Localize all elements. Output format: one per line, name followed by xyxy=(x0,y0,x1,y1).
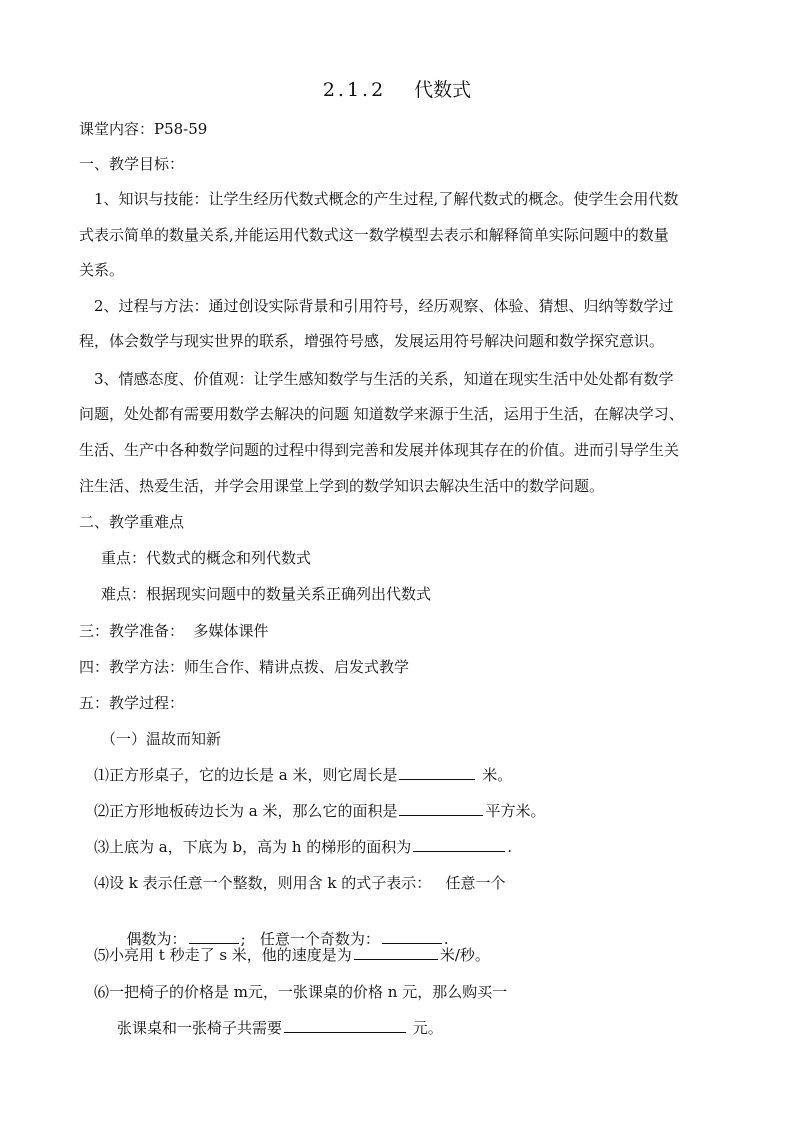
goal1-line1: 1、知识与技能：让学生经历代数式概念的产生过程,了解代数式的概念。使学生会用代数 xyxy=(94,190,679,208)
goals-heading: 一、教学目标： xyxy=(79,155,185,173)
q4-even-label: 偶数为： xyxy=(126,930,187,948)
q3-answer-blank[interactable] xyxy=(413,837,505,852)
goal3-line3: 生活、生产中各种数学问题的过程中得到完善和发展并体现其存在的价值。进而引导学生关 xyxy=(79,441,680,459)
question-2 xyxy=(94,801,546,821)
goal2-line2: 程，体会数学与现实世界的联系，增强符号感，发展运用符号解决问题和数学探究意识。 xyxy=(79,332,665,350)
question-4-line2 xyxy=(117,909,449,949)
key-point: 重点：代数式的概念和列代数式 xyxy=(101,549,312,567)
q5-text: ⑸小亮用 t 秒走了 s 米，他的速度是为 xyxy=(94,946,352,964)
q4-separator: ; 任意一个奇数为： xyxy=(240,930,380,948)
question-5 xyxy=(94,945,490,965)
goal1-line3: 关系。 xyxy=(79,261,125,279)
q2-text: ⑵正方形地板砖边长为 a 米，那么它的面积是 xyxy=(94,802,398,820)
goal3-line2: 问题，处处都有需要用数学去解决的问题 知道数学来源于生活，运用于生活，在解决学习、 xyxy=(79,405,684,423)
q1-text: ⑴正方形桌子，它的边长是 a 米，则它周长是 xyxy=(94,766,398,784)
q5-unit: 米/秒。 xyxy=(439,946,490,964)
q5-answer-blank[interactable] xyxy=(354,945,438,960)
goal3-line4: 注生活、热爱生活，并学会用课堂上学到的数学知识去解决生活中的数学问题。 xyxy=(79,477,605,495)
q4-odd-blank[interactable] xyxy=(382,929,442,944)
page-title xyxy=(0,78,794,102)
question-3 xyxy=(94,837,512,857)
goal1-line2: 式表示简单的数量关系,并能运用代数式这一数学模型去表示和解释简单实际问题中的数量 xyxy=(79,226,669,244)
difficulty-heading: 二、教学重难点 xyxy=(79,513,185,531)
q4-end: . xyxy=(443,930,449,948)
title-text: 代数式 xyxy=(414,79,472,101)
q6-unit: 元。 xyxy=(408,1019,443,1037)
class-content: 课堂内容：P58-59 xyxy=(79,120,208,138)
question-1 xyxy=(94,765,512,785)
review-heading: （一）温故而知新 xyxy=(101,730,222,748)
q2-unit: 平方米。 xyxy=(485,802,546,820)
q6-text: 张课桌和一张椅子共需要 xyxy=(117,1019,283,1037)
hard-point: 难点：根据现实问题中的数量关系正确列出代数式 xyxy=(101,585,432,603)
q2-answer-blank[interactable] xyxy=(399,801,483,816)
q1-unit: 米。 xyxy=(477,766,513,784)
section-number: 2.1.2 xyxy=(322,79,387,101)
q1-answer-blank[interactable] xyxy=(399,765,475,780)
question-6-line1: ⑹一把椅子的价格是 m元，一张课桌的价格 n 元，那么购买一 xyxy=(94,983,508,1001)
method-line: 四：教学方法：师生合作、精讲点拨、启发式教学 xyxy=(79,658,410,676)
question-6-line2 xyxy=(117,1018,443,1038)
process-heading: 五：教学过程： xyxy=(79,694,185,712)
goal3-line1: 3、情感态度、价值观：让学生感知数学与生活的关系，知道在现实生活中处处都有数学 xyxy=(94,370,674,388)
q4-even-blank[interactable] xyxy=(189,929,239,944)
question-4-line1: ⑷设 k 表示任意一个整数，则用含 k 的式子表示： 任意一个 xyxy=(94,874,506,892)
q3-text: ⑶上底为 a，下底为 b，高为 h 的梯形的面积为 xyxy=(94,838,412,856)
q3-end: . xyxy=(507,838,513,856)
prep-line: 三：教学准备： 多媒体课件 xyxy=(79,622,269,640)
q6-answer-blank[interactable] xyxy=(284,1018,406,1033)
goal2-line1: 2、过程与方法：通过创设实际背景和引用符号，经历观察、体验、猜想、归纳等数学过 xyxy=(94,297,674,315)
